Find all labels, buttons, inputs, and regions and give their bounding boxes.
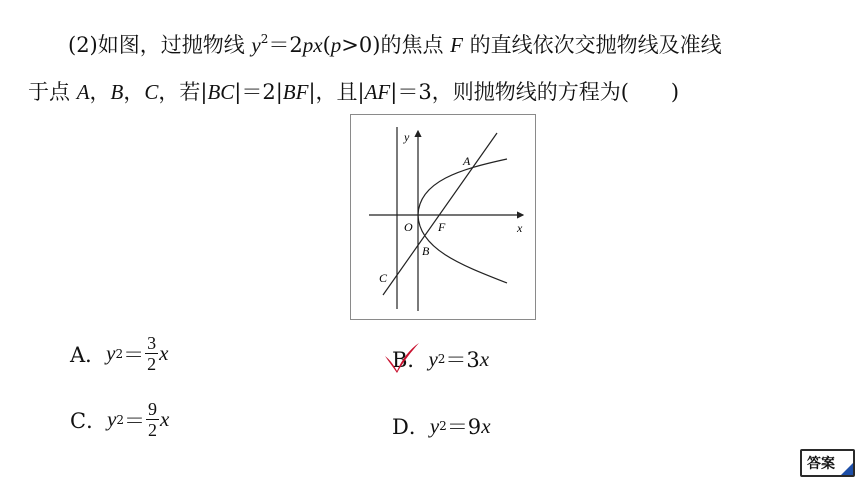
parabola-figure xyxy=(350,114,536,320)
question-text: 于点 xyxy=(28,80,77,104)
option-b[interactable]: B． y 2 ＝3 x xyxy=(392,344,489,374)
question-line-1 xyxy=(68,32,722,58)
equals: ＝ xyxy=(124,408,146,433)
label-A: A xyxy=(463,154,471,168)
question-text: >0)的焦点 xyxy=(341,33,451,57)
option-letter: D． xyxy=(392,415,430,439)
question-text: |＝3，则抛物线的方程为( ) xyxy=(390,80,680,104)
var-A: A xyxy=(76,80,90,104)
denominator: 2 xyxy=(148,420,158,440)
parabola-diagram xyxy=(351,115,535,319)
numerator: 3 xyxy=(147,333,157,353)
label-F: F xyxy=(438,220,446,234)
numerator: 9 xyxy=(148,399,158,419)
question-text: ， xyxy=(123,80,145,104)
fraction xyxy=(145,333,158,374)
label-y: y xyxy=(404,130,410,144)
question-text: |＝2| xyxy=(234,80,283,104)
question-text: ， xyxy=(89,80,111,104)
var-F: F xyxy=(450,33,463,57)
focal-chord-line xyxy=(383,133,497,295)
var-px: px xyxy=(302,33,323,57)
var-C: C xyxy=(144,80,159,104)
var-BF: BF xyxy=(282,80,309,104)
fraction xyxy=(146,399,159,440)
parabola-curve xyxy=(418,159,507,283)
var-y: y xyxy=(428,346,438,371)
question-text: |，且| xyxy=(308,80,365,104)
answer-button-label: 答案 xyxy=(807,456,835,472)
answer-button[interactable] xyxy=(800,449,855,477)
option-letter: C． xyxy=(70,408,108,433)
option-letter: B． xyxy=(392,348,429,372)
option-c[interactable]: C． y 2 ＝ $\frac{9}{2}$ x xyxy=(70,399,170,440)
question-line-2 xyxy=(28,79,679,105)
label-C: C xyxy=(379,271,388,285)
var-p: p xyxy=(330,33,342,57)
var-y: y xyxy=(106,341,116,365)
var-x: x xyxy=(160,407,170,431)
var-x: x xyxy=(479,346,490,371)
checkmark-icon xyxy=(382,340,422,376)
var-AF: AF xyxy=(364,80,391,104)
option-a[interactable]: A． y 2 ＝ $\frac{3}{2}$ x xyxy=(70,333,169,374)
label-O: O xyxy=(404,220,413,234)
var-y: y xyxy=(251,33,261,57)
exponent: 2 xyxy=(260,32,269,46)
equals: ＝ xyxy=(123,342,145,367)
corner-triangle-icon xyxy=(839,461,855,477)
question-text: (2)如图，过抛物线 xyxy=(68,33,252,57)
var-x: x xyxy=(159,341,169,365)
question-text: ，若| xyxy=(158,80,208,104)
option-d[interactable]: D． y 2 ＝9 x xyxy=(392,411,491,441)
denominator: 2 xyxy=(147,354,157,374)
var-y: y xyxy=(107,407,117,431)
question-text: 的直线依次交抛物线及准线 xyxy=(462,33,722,57)
var-x: x xyxy=(481,413,491,438)
equals: ＝9 xyxy=(446,415,482,439)
var-B: B xyxy=(110,80,124,104)
option-letter: A． xyxy=(70,342,107,367)
equals: ＝3 xyxy=(445,348,480,372)
var-y: y xyxy=(429,413,440,438)
label-x: x xyxy=(517,221,523,235)
label-B: B xyxy=(422,244,430,258)
var-BC: BC xyxy=(207,80,235,104)
question-text: ＝2 xyxy=(268,33,303,57)
question-text: ( xyxy=(322,33,331,57)
